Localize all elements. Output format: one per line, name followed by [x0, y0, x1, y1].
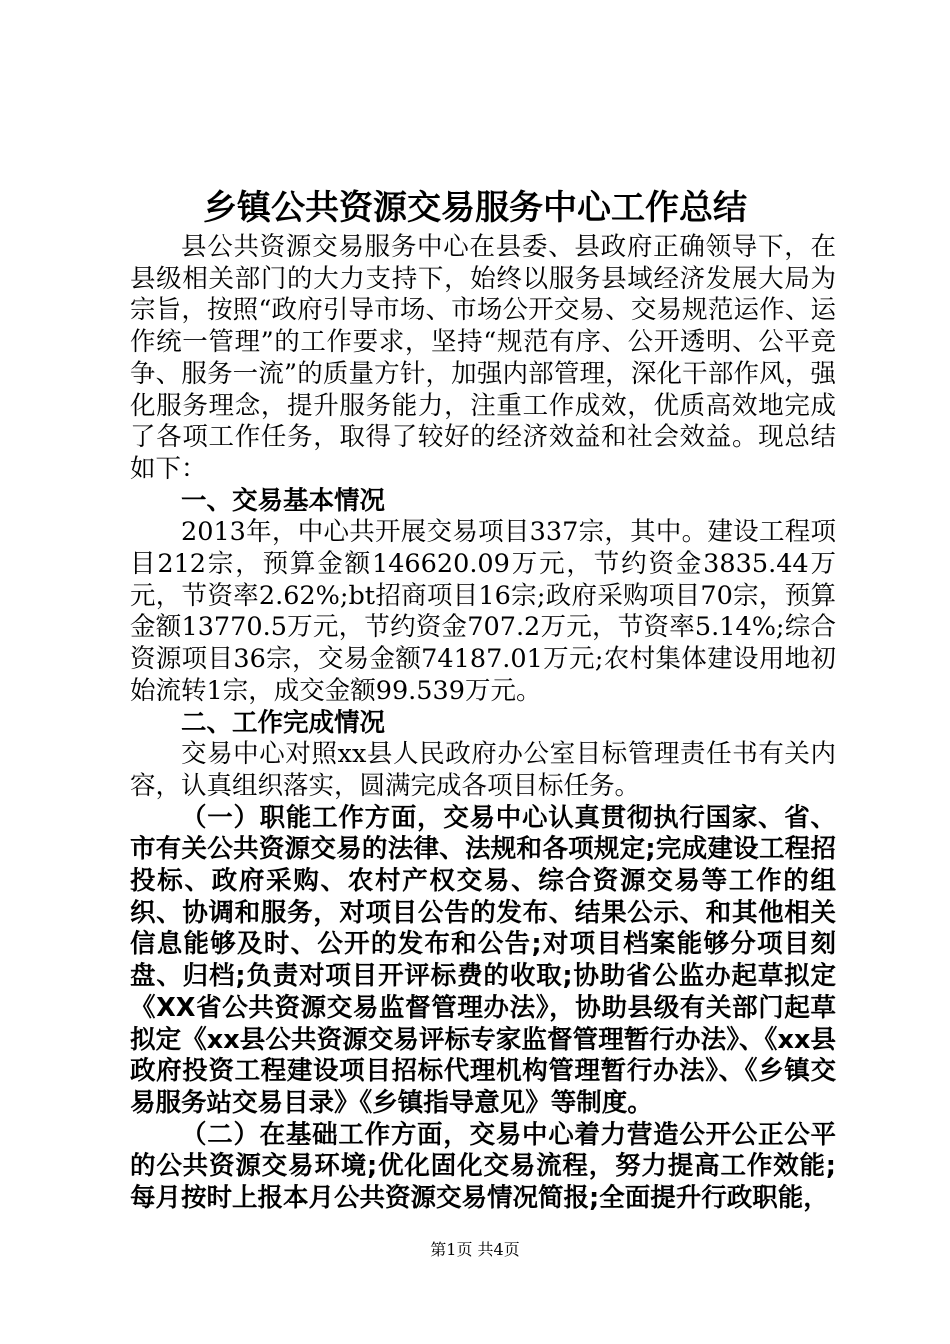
document-title: 乡镇公共资源交易服务中心工作总结	[203, 188, 747, 228]
functional-work-paragraph: （一）职能工作方面，交易中心认真贯彻执行国家、省、市有关公共资源交易的法律、法规和各项规定;完成建设工程招投标、政府采购、农村产权交易、综合资源交易等工作的组织、协调和服务，对项目公告的发布、结果公示、和其他相关信息能够及时、公开的发布和公告;对项目档案能够分项目刻盘、归档;负责对项目开评标费的收取;协助省公监办起草拟定《XX省公共资源交易监督管理办法》，协助县级有关部门起草拟定《xx县公共资源交易评标专家监督管理暂行办法》、《xx县政府投资工程建设项目招标代理机构管理暂行办法》、《乡镇交易服务站交易目录》《乡镇指导意见》等制度。	[130, 802, 836, 1118]
trade-summary-paragraph: 2013年，中心共开展交易项目337宗，其中。建设工程项目212宗，预算金额146620.09万元，节约资金3835.44万元，节资率2.62%;bt招商项目16宗;政府采购项目70宗，预算金额13770.5万元，节约资金707.2万元，节资率5.14%;综合资源项目36宗，交易金额74187.01万元;农村集体建设用地初始流转1宗，成交金额99.539万元。	[130, 517, 836, 706]
section-heading-1: 一、交易基本情况	[181, 485, 386, 516]
intro-paragraph: 县公共资源交易服务中心在县委、县政府正确领导下，在县级相关部门的大力支持下，始终以服务县域经济发展大局为宗旨，按照“政府引导市场、市场公开交易、交易规范运作、运作统一管理”的工作要求，坚持“规范有序、公开透明、公平竞争、服务一流”的质量方针，加强内部管理，深化干部作风，强化服务理念，提升服务能力，注重工作成效，优质高效地完成了各项工作任务，取得了较好的经济效益和社会效益。现总结如下：	[130, 232, 836, 484]
completion-intro-paragraph: 交易中心对照xx县人民政府办公室目标管理责任书有关内容，认真组织落实，圆满完成各项目标任务。	[130, 739, 836, 801]
basic-work-paragraph: （二）在基础工作方面，交易中心着力营造公开公正公平的公共资源交易环境;优化固化交易流程，努力提高工作效能;每月按时上报本月公共资源交易情况简报;全面提升行政职能，	[130, 1119, 836, 1214]
document-body	[130, 232, 836, 1215]
page-footer: 第1页 共4页	[430, 1240, 520, 1259]
section-heading-2: 二、工作完成情况	[181, 707, 386, 738]
